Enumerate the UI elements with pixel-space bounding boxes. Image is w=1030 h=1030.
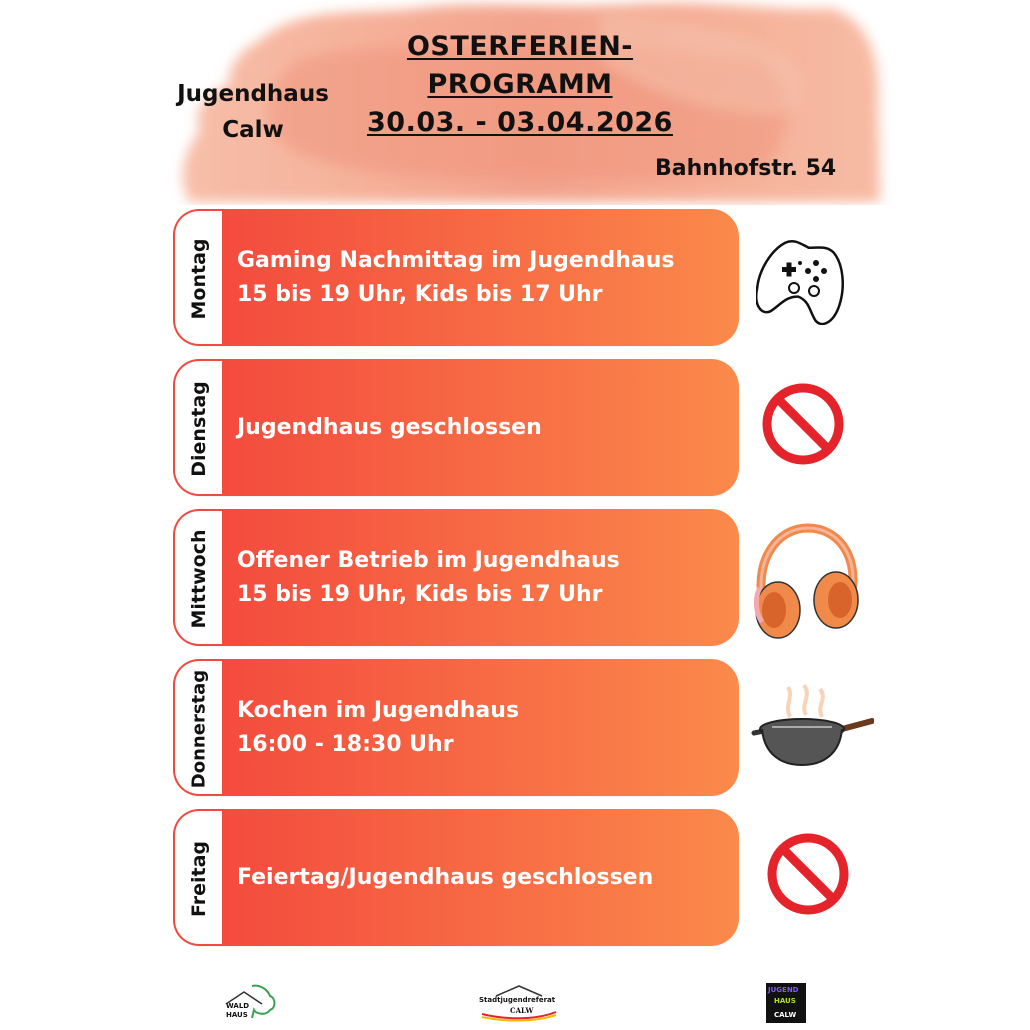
logo-text: HAUS bbox=[774, 997, 796, 1005]
day-tab bbox=[173, 659, 222, 796]
day-tab bbox=[173, 209, 222, 346]
headphones-icon bbox=[748, 518, 864, 640]
description-line-1: Feiertag/Jugendhaus geschlossen bbox=[237, 864, 654, 890]
day-card-mittwoch bbox=[173, 509, 739, 646]
stadtjugendreferat-logo bbox=[476, 984, 562, 1022]
day-label: Mittwoch bbox=[188, 529, 210, 629]
day-label: Freitag bbox=[188, 840, 210, 918]
gamepad-icon bbox=[756, 233, 848, 325]
day-description bbox=[237, 209, 719, 346]
frying-pan-icon bbox=[750, 683, 874, 773]
address: Bahnhofstr. 54 bbox=[655, 156, 837, 181]
logo-text: CALW bbox=[774, 1011, 797, 1019]
day-label: Dienstag bbox=[188, 381, 210, 477]
description-line-1: Offener Betrieb im Jugendhaus bbox=[237, 547, 620, 573]
logo-text: CALW bbox=[510, 1006, 534, 1015]
organization-name bbox=[168, 76, 338, 148]
day-card-dienstag bbox=[173, 359, 739, 496]
day-label: Montag bbox=[188, 238, 210, 320]
day-tab bbox=[173, 809, 222, 946]
title-dates: 30.03. - 03.04.2026 bbox=[367, 107, 673, 138]
description-line-2: 15 bis 19 Uhr, Kids bis 17 Uhr bbox=[237, 581, 603, 607]
description-line-2: 15 bis 19 Uhr, Kids bis 17 Uhr bbox=[237, 281, 603, 307]
page-title bbox=[330, 28, 710, 142]
logo-text: Stadtjugendreferat bbox=[479, 996, 556, 1004]
jugendhaus-logo bbox=[766, 983, 806, 1023]
day-description bbox=[237, 359, 719, 496]
day-card-freitag bbox=[173, 809, 739, 946]
logo-text: JUGEND bbox=[768, 986, 799, 994]
day-description bbox=[237, 809, 719, 946]
description-line-1: Kochen im Jugendhaus bbox=[237, 697, 520, 723]
logo-text: HAUS bbox=[226, 1011, 248, 1019]
day-description bbox=[237, 659, 719, 796]
description-line-2: 16:00 - 18:30 Uhr bbox=[237, 731, 454, 757]
day-tab bbox=[173, 359, 222, 496]
day-tab bbox=[173, 509, 222, 646]
org-line-1: Jugendhaus bbox=[177, 81, 329, 107]
no-entry-icon bbox=[759, 380, 847, 468]
day-card-donnerstag bbox=[173, 659, 739, 796]
no-entry-icon bbox=[764, 830, 852, 918]
logo-text: WALD bbox=[226, 1002, 250, 1010]
day-card-montag bbox=[173, 209, 739, 346]
org-line-2: Calw bbox=[222, 117, 284, 143]
title-line-2: PROGRAMM bbox=[427, 69, 613, 100]
waldhaus-logo bbox=[222, 982, 278, 1022]
day-description bbox=[237, 509, 719, 646]
description-line-1: Gaming Nachmittag im Jugendhaus bbox=[237, 247, 675, 273]
description-line-1: Jugendhaus geschlossen bbox=[237, 414, 542, 440]
day-label: Donnerstag bbox=[188, 669, 210, 789]
title-line-1: OSTERFERIEN- bbox=[406, 31, 634, 62]
